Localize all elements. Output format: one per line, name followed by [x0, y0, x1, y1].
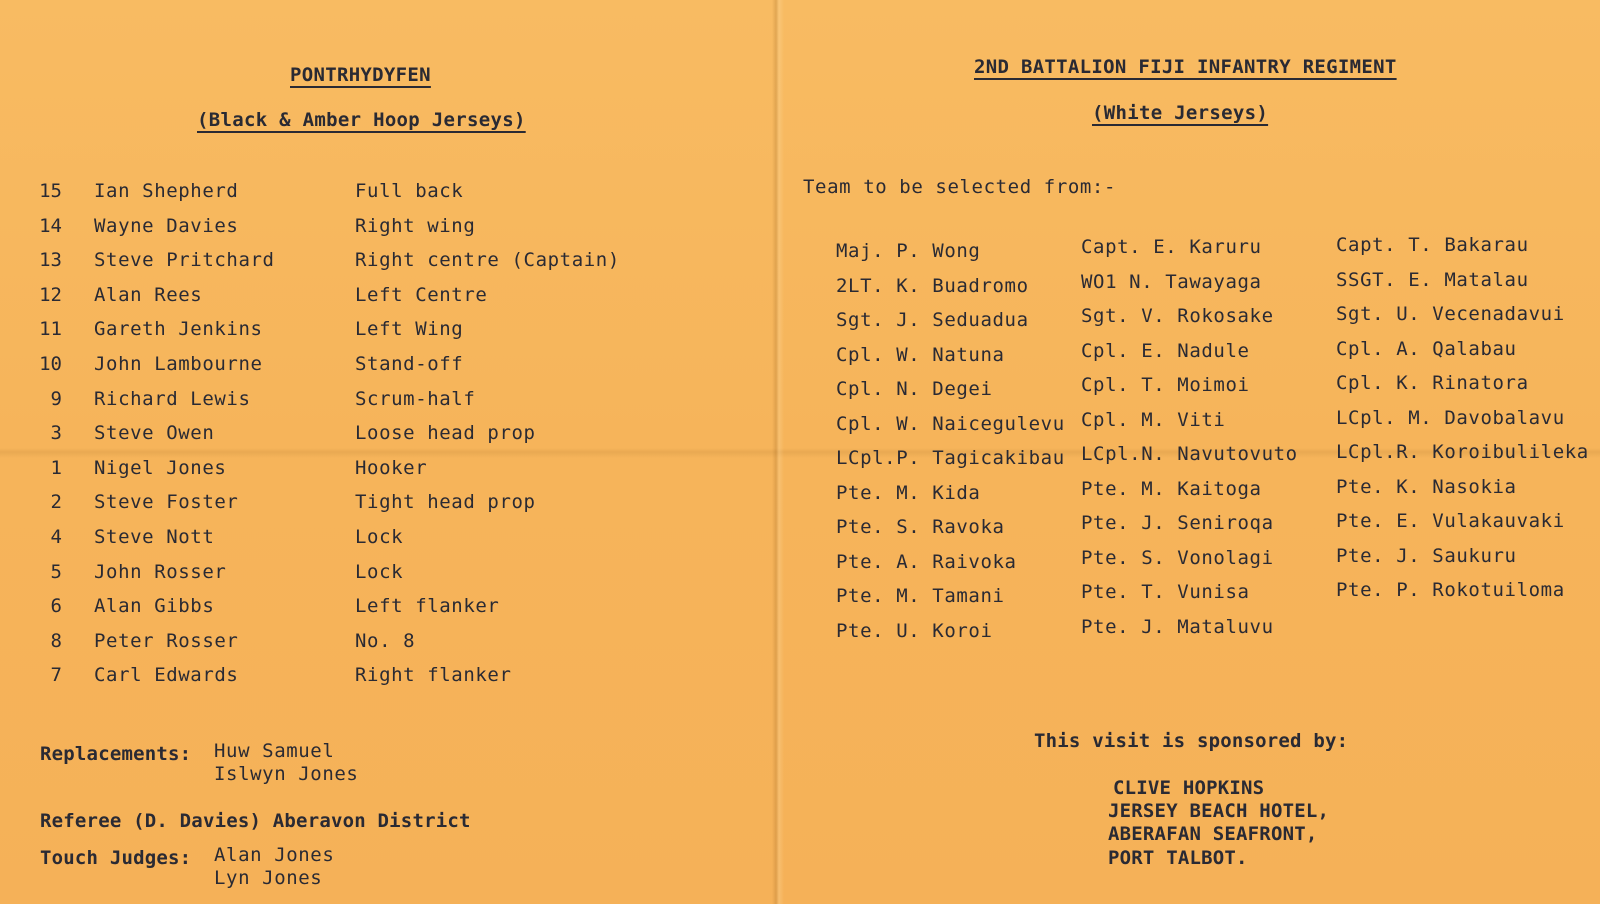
squad-member: Cpl. A. Qalabau [1336, 337, 1517, 360]
player-position: Right flanker [355, 664, 512, 687]
squad-member: Pte. K. Nasokia [1336, 475, 1517, 498]
squad-member: 2LT. K. Buadromo [836, 274, 1029, 297]
roster-row [30, 561, 650, 596]
replacements-label: Replacements: [40, 743, 192, 765]
player-number: 10 [39, 352, 62, 375]
player-position: Left Wing [355, 318, 464, 341]
player-name: Steve Owen [94, 422, 215, 445]
sponsor-line-3: ABERAFAN SEAFRONT, [1108, 823, 1318, 845]
player-name: Alan Rees [94, 283, 203, 306]
squad-member: Pte. J. Saukuru [1336, 544, 1517, 567]
squad-member: Pte. J. Mataluvu [1081, 615, 1274, 638]
squad-member: LCpl.N. Navutovuto [1081, 443, 1298, 465]
squad-member: Cpl. W. Naicegulevu [836, 412, 1065, 435]
referee-line: Referee (D. Davies) Aberavon District [40, 810, 471, 832]
player-position: Lock [355, 560, 404, 583]
player-number: 6 [50, 595, 62, 618]
squad-member: Pte. J. Seniroqa [1081, 512, 1274, 534]
player-position: Loose head prop [355, 422, 536, 445]
roster-row [30, 249, 650, 284]
home-team-jerseys: (Black & Amber Hoop Jerseys) [197, 109, 526, 131]
player-name: Wayne Davies [94, 214, 239, 237]
sponsor-line-2: JERSEY BEACH HOTEL, [1108, 800, 1330, 822]
player-number: 4 [50, 525, 62, 548]
squad-member: Capt. E. Karuru [1081, 236, 1262, 258]
squad-member: Pte. S. Ravoka [836, 516, 1005, 538]
squad-member: Cpl. N. Degei [836, 378, 993, 400]
player-number: 9 [50, 387, 62, 410]
squad-member: Pte. S. Vonolagi [1081, 546, 1274, 569]
squad-member: Cpl. M. Viti [1081, 408, 1226, 431]
squad-member: Pte. A. Raivoka [836, 550, 1017, 573]
player-number: 14 [39, 214, 62, 237]
squad-column-3 [1336, 234, 1589, 614]
player-name: Carl Edwards [94, 664, 239, 687]
squad-member: Pte. M. Kida [836, 481, 981, 504]
player-name: Steve Nott [94, 525, 215, 548]
squad-member: WO1 N. Tawayaga [1081, 270, 1262, 293]
player-number: 1 [50, 456, 62, 479]
roster-row [30, 180, 650, 215]
player-name: Richard Lewis [94, 387, 251, 410]
player-number: 15 [39, 180, 62, 202]
touch-judge-2: Lyn Jones [214, 867, 323, 889]
away-team-title: 2ND BATTALION FIJI INFANTRY REGIMENT [974, 56, 1397, 78]
squad-member: Pte. U. Koroi [836, 619, 993, 642]
roster-row [30, 457, 650, 492]
player-name: John Rosser [94, 560, 227, 583]
player-number: 7 [50, 664, 62, 687]
player-position: Left flanker [355, 595, 500, 618]
player-number: 3 [50, 422, 62, 445]
player-number: 12 [39, 283, 62, 306]
player-name: Ian Shepherd [94, 180, 239, 202]
roster-row [30, 526, 650, 561]
player-number: 13 [39, 249, 62, 272]
touch-judges-label: Touch Judges: [40, 847, 192, 869]
squad-member: Pte. T. Vunisa [1081, 581, 1250, 603]
player-position: Full back [355, 180, 464, 202]
player-position: Hooker [355, 456, 428, 479]
touch-judge-1: Alan Jones [214, 844, 335, 866]
roster-row [30, 630, 650, 665]
player-position: Left Centre [355, 283, 488, 306]
player-number: 2 [50, 491, 62, 514]
squad-member: Sgt. J. Seduadua [836, 309, 1029, 331]
sponsor-label: This visit is sponsored by: [1034, 730, 1349, 752]
player-name: Gareth Jenkins [94, 318, 263, 341]
player-position: Right centre (Captain) [355, 249, 620, 272]
roster-row [30, 284, 650, 319]
sponsor-line-1: CLIVE HOPKINS [1113, 777, 1265, 799]
roster-row [30, 388, 650, 423]
away-team-jerseys: (White Jerseys) [1092, 102, 1269, 124]
player-name: John Lambourne [94, 352, 263, 375]
squad-column-1 [836, 240, 1065, 654]
player-number: 11 [39, 318, 62, 341]
squad-member: Cpl. T. Moimoi [1081, 374, 1250, 396]
player-name: Alan Gibbs [94, 595, 215, 618]
player-name: Peter Rosser [94, 629, 239, 652]
home-team-title: PONTRHYDYFEN [290, 64, 431, 86]
squad-member: LCpl. M. Davobalavu [1336, 406, 1565, 429]
player-position: Right wing [355, 214, 476, 237]
squad-column-2 [1081, 236, 1298, 650]
squad-member: SSGT. E. Matalau [1336, 268, 1529, 291]
player-name: Steve Pritchard [94, 249, 275, 272]
squad-member: Maj. P. Wong [836, 240, 981, 262]
squad-member: Pte. P. Rokotuiloma [1336, 579, 1565, 601]
squad-member: Cpl. W. Natuna [836, 343, 1005, 366]
roster-row [30, 664, 650, 699]
squad-member: Pte. M. Kaitoga [1081, 477, 1262, 500]
squad-intro: Team to be selected from:- [803, 176, 1117, 198]
squad-member: Sgt. V. Rokosake [1081, 305, 1274, 327]
replacement-1: Huw Samuel [214, 740, 335, 762]
squad-member: Capt. T. Bakarau [1336, 234, 1529, 256]
squad-member: Cpl. E. Nadule [1081, 339, 1250, 362]
player-number: 8 [50, 629, 62, 652]
replacement-2: Islwyn Jones [214, 763, 359, 785]
player-name: Nigel Jones [94, 456, 227, 479]
roster-row [30, 215, 650, 250]
roster-row [30, 353, 650, 388]
home-team-roster [30, 180, 650, 699]
player-name: Steve Foster [94, 491, 239, 514]
roster-row [30, 422, 650, 457]
squad-member: Cpl. K. Rinatora [1336, 372, 1529, 394]
roster-row [30, 318, 650, 353]
player-number: 5 [50, 560, 62, 583]
player-position: Stand-off [355, 352, 464, 375]
squad-member: Pte. E. Vulakauvaki [1336, 510, 1565, 532]
roster-row [30, 595, 650, 630]
player-position: No. 8 [355, 629, 416, 652]
squad-member: Pte. M. Tamani [836, 585, 1005, 607]
player-position: Scrum-half [355, 387, 476, 410]
player-position: Tight head prop [355, 491, 536, 514]
roster-row [30, 491, 650, 526]
squad-member: LCpl.P. Tagicakibau [836, 447, 1065, 469]
squad-member: LCpl.R. Koroibulileka [1336, 441, 1589, 463]
squad-member: Sgt. U. Vecenadavui [1336, 303, 1565, 325]
player-position: Lock [355, 525, 404, 548]
sponsor-line-4: PORT TALBOT. [1108, 847, 1248, 869]
